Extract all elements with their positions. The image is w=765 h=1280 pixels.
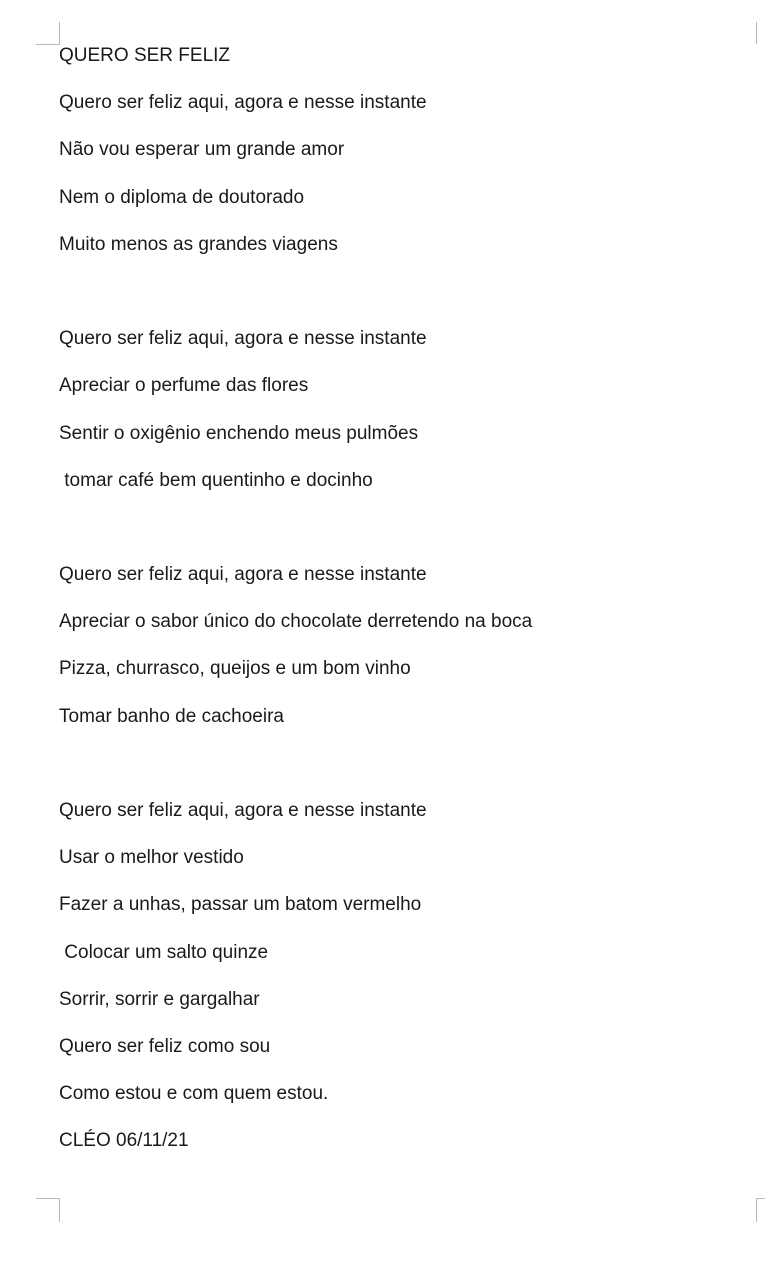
poem-line: Tomar banho de cachoeira <box>59 705 284 727</box>
poem-line: Apreciar o sabor único do chocolate derretendo na boca <box>59 611 533 633</box>
margin-corner-top-right <box>756 22 765 44</box>
poem-line: Quero ser feliz aqui, agora e nesse instante <box>59 328 427 350</box>
poem-line: Quero ser feliz aqui, agora e nesse instante <box>59 800 427 821</box>
signature-date: CLÉO 06/11/21 <box>59 1130 189 1152</box>
poem-line: Pizza, churrasco, queijos e um bom vinho <box>59 658 411 680</box>
poem-line: Fazer a unhas, passar um batom vermelho <box>59 894 422 916</box>
poem-line: Não vou esperar um grande amor <box>59 139 345 161</box>
margin-corner-top-left <box>36 22 60 45</box>
margin-corner-bottom-right <box>756 1198 765 1222</box>
poem-line: Sentir o oxigênio enchendo meus pulmões <box>59 422 419 444</box>
poem-line: Muito menos as grandes viagens <box>59 233 338 255</box>
poem-line: Usar o melhor vestido <box>59 847 244 869</box>
poem-line: Quero ser feliz aqui, agora e nesse instante <box>59 564 427 586</box>
poem-line: Como estou e com quem estou. <box>59 1083 329 1105</box>
blank-line <box>59 517 749 539</box>
poem-line: Apreciar o perfume das flores <box>59 375 309 397</box>
blank-line <box>59 281 749 303</box>
margin-corner-bottom-left <box>36 1198 60 1222</box>
blank-line <box>59 753 749 775</box>
poem-line: Quero ser feliz aqui, agora e nesse instante <box>59 92 427 114</box>
poem-line: Colocar um salto quinze <box>59 941 269 963</box>
poem-body <box>59 45 749 1178</box>
poem-line: tomar café bem quentinho e docinho <box>59 469 373 491</box>
poem-line: Sorrir, sorrir e gargalhar <box>59 988 260 1010</box>
poem-line: Quero ser feliz como sou <box>59 1035 271 1057</box>
poem-line: Nem o diploma de doutorado <box>59 186 305 208</box>
poem-title: QUERO SER FELIZ <box>59 45 231 66</box>
